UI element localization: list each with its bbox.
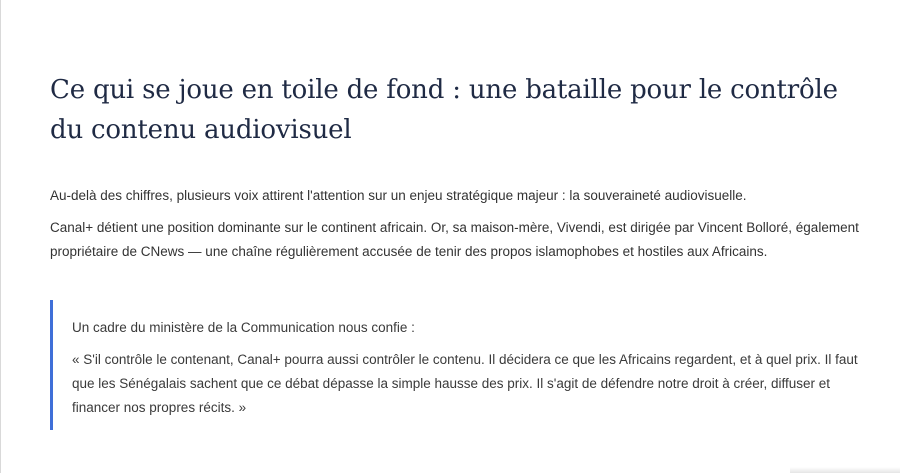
blockquote-quote: « S'il contrôle le contenant, Canal+ pourra aussi contrôler le contenu. Il décidera ce que les Africains regardent, et à quel prix. Il faut que les Sénégalais sachent que ce débat dépasse la simple hausse des prix. Il s'agit de défendre notre droit à créer, diffuser et financer nos propres récits. »	[72, 352, 858, 415]
blockquote-intro: Un cadre du ministère de la Communication nous confie :	[72, 320, 415, 335]
page-left-border	[0, 0, 1, 473]
article-paragraph-intro: Au-delà des chiffres, plusieurs voix attirent l'attention sur un enjeu stratégique majeur : la souveraineté audiovisuelle.	[50, 188, 747, 203]
article-section	[50, 70, 870, 430]
section-heading: Ce qui se joue en toile de fond : une bataille pour le contrôle du contenu audiovisuel	[50, 75, 838, 145]
article-paragraph-canal: Canal+ détient une position dominante sur le continent africain. Or, sa maison-mère, Vivendi, est dirigée par Vincent Bolloré, également propriétaire de CNews — une chaîne régulièrement accusée de tenir des propos islamophobes et hostiles aux Africains.	[50, 220, 859, 259]
blockquote	[50, 300, 870, 430]
page-corner-shadow	[790, 467, 900, 473]
